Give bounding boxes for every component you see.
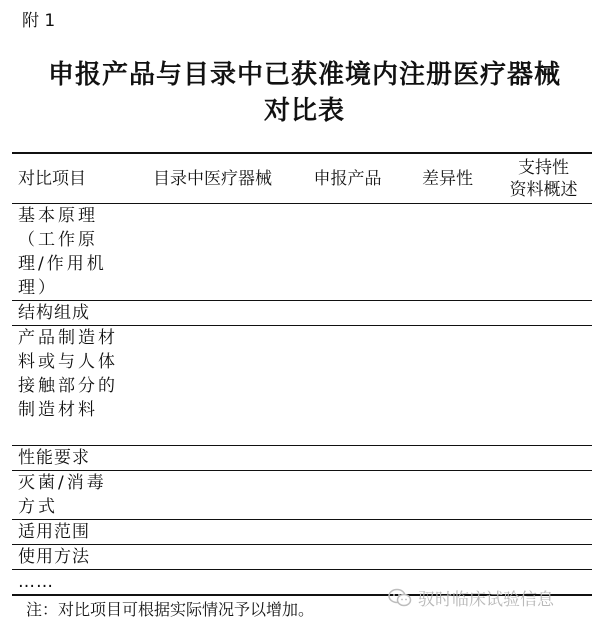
row-label: …… xyxy=(12,570,130,596)
table-cell xyxy=(130,204,295,301)
table-row xyxy=(12,545,592,570)
header-declared-product: 申报产品 xyxy=(295,153,400,204)
table-cell xyxy=(130,301,295,326)
table-cell xyxy=(295,326,400,446)
attachment-label: 附 1 xyxy=(22,11,56,31)
table-row xyxy=(12,520,592,545)
table-cell xyxy=(495,204,592,301)
comparison-table xyxy=(12,152,592,596)
document-title-line2: 对比表 xyxy=(263,96,345,126)
table-row xyxy=(12,326,592,446)
header-catalog-device: 目录中医疗器械 xyxy=(130,153,295,204)
table-cell xyxy=(295,520,400,545)
header-difference: 差异性 xyxy=(400,153,495,204)
table-cell xyxy=(295,471,400,520)
table-cell xyxy=(495,545,592,570)
row-label: 使用方法 xyxy=(12,545,130,570)
table-cell xyxy=(495,520,592,545)
table-header-row xyxy=(12,153,592,204)
table-row xyxy=(12,301,592,326)
row-label: 基本原理（工作原理/作用机理） xyxy=(12,204,130,301)
table-cell xyxy=(495,446,592,471)
row-label: 灭菌/消毒方式 xyxy=(12,471,130,520)
footnote: 注：对比项目可根据实际情况予以增加。 xyxy=(26,600,315,619)
table-cell xyxy=(400,520,495,545)
table-cell xyxy=(295,545,400,570)
table-row xyxy=(12,471,592,520)
wechat-icon xyxy=(388,588,412,608)
row-label: 适用范围 xyxy=(12,520,130,545)
row-label: 结构组成 xyxy=(12,301,130,326)
header-compare-item: 对比项目 xyxy=(12,153,130,204)
table-cell xyxy=(495,326,592,446)
table-cell xyxy=(130,471,295,520)
table-cell xyxy=(495,301,592,326)
table-cell xyxy=(130,446,295,471)
table-cell xyxy=(130,570,295,596)
table-cell xyxy=(400,326,495,446)
table-cell xyxy=(400,204,495,301)
watermark-text: 驭时临床试验信息 xyxy=(418,590,554,610)
table-cell xyxy=(295,204,400,301)
table-cell xyxy=(295,446,400,471)
table-cell xyxy=(295,570,400,596)
row-label: 产品制造材料或与人体接触部分的制造材料 xyxy=(12,326,130,446)
table-cell xyxy=(295,301,400,326)
table-row xyxy=(12,446,592,471)
header-support-text: 支持性 资料概述 xyxy=(509,157,578,200)
table-cell xyxy=(400,545,495,570)
table-cell xyxy=(130,545,295,570)
row-label: 性能要求 xyxy=(12,446,130,471)
table-cell xyxy=(130,520,295,545)
table-cell xyxy=(400,471,495,520)
table-cell xyxy=(400,301,495,326)
table-row xyxy=(12,204,592,301)
document-title: 申报产品与目录中已获准境内注册医疗器械 xyxy=(47,60,561,90)
watermark xyxy=(388,585,554,610)
table-cell xyxy=(495,471,592,520)
header-support-summary xyxy=(495,153,592,204)
table-cell xyxy=(400,446,495,471)
table-cell xyxy=(130,326,295,446)
